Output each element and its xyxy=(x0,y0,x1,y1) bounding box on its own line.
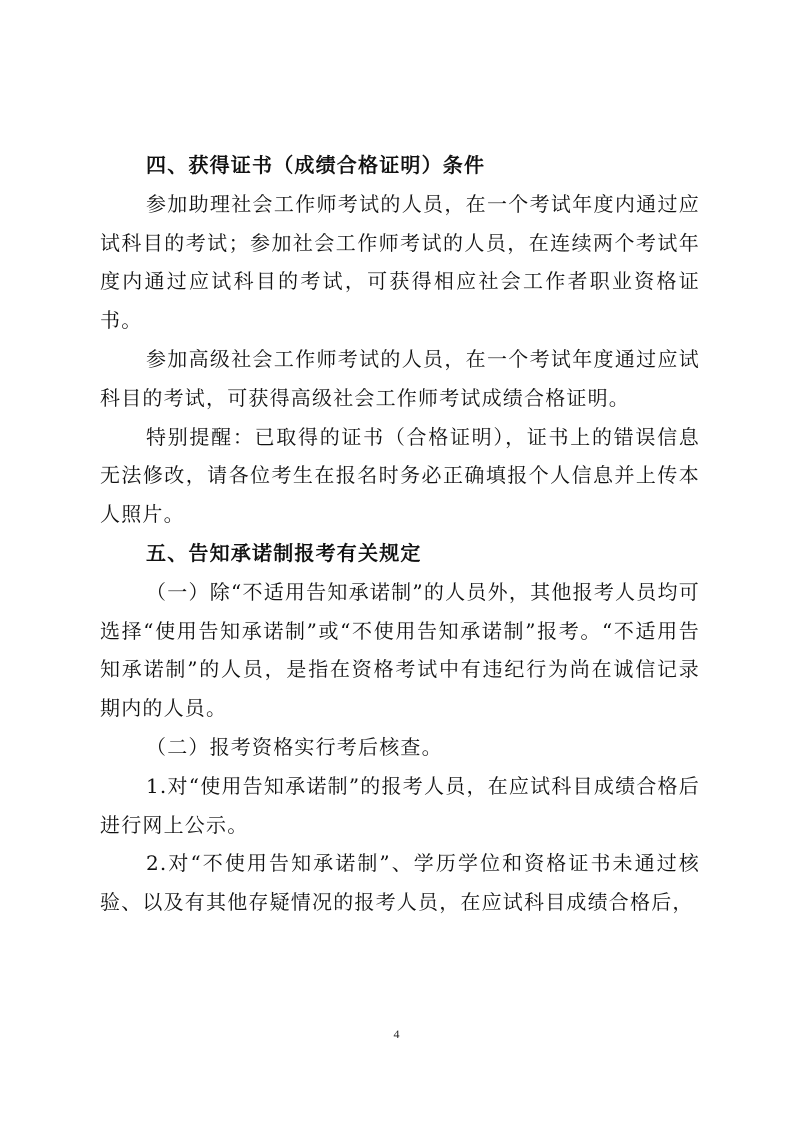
section-5-item-1: （一）除“不适用告知承诺制”的人员外，其他报考人员均可选择“使用告知承诺制”或“不使用告知承诺制”报考。“不适用告知承诺制”的人员，是指在资格考试中有违纪行为尚在诚信记录期内的人员。 xyxy=(100,579,700,721)
page-number: 4 xyxy=(393,1027,400,1041)
section-5-subitem-1: 1.对“使用告知承诺制”的报考人员，在应试科目成绩合格后进行网上公示。 xyxy=(100,773,700,837)
section-5-subitem-2: 2.对“不使用告知承诺制”、学历学位和资格证书未通过核验、以及有其他存疑情况的报考人员，在应试科目成绩合格后， xyxy=(100,851,700,915)
section-5-item-2: （二）报考资格实行考后核查。 xyxy=(146,734,443,759)
section-4-heading: 四、获得证书（成绩合格证明）条件 xyxy=(146,153,486,177)
section-5-heading: 五、告知承诺制报考有关规定 xyxy=(146,540,422,565)
section-4-paragraph-1: 参加助理社会工作师考试的人员，在一个考试年度内通过应试科目的考试；参加社会工作师考试的人员，在连续两个考试年度内通过应试科目的考试，可获得相应社会工作者职业资格证书。 xyxy=(100,191,700,333)
section-4-reminder: 特别提醒：已取得的证书（合格证明），证书上的错误信息无法修改，请各位考生在报名时务必正确填报个人信息并上传本人照片。 xyxy=(100,424,700,527)
page-content xyxy=(100,146,700,922)
section-4-paragraph-2: 参加高级社会工作师考试的人员，在一个考试年度通过应试科目的考试，可获得高级社会工作师考试成绩合格证明。 xyxy=(100,346,700,410)
